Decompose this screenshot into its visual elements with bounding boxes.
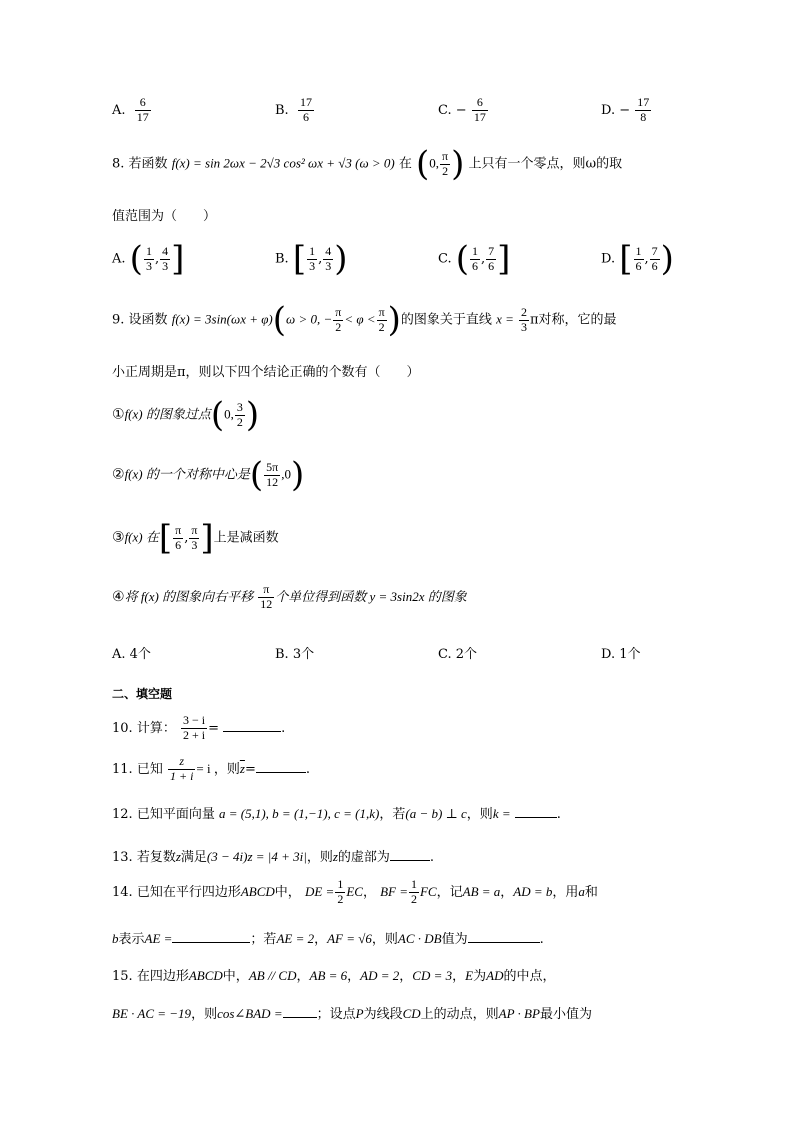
q8-option-d: D. [ $\frac{1}{6}$ , $\frac{7}{6}$ ) — [601, 239, 674, 279]
q9-option-a: A. 4个 — [112, 647, 151, 662]
q7-option-b: B. $\frac{17}{6}$ — [275, 95, 312, 124]
question-12: 12. 已知平面向量 a = (5,1), b = (1,−1), c = (1,k)，若(a − b) ⊥ c，则k = . — [112, 806, 561, 822]
answer-blank[interactable] — [390, 848, 430, 861]
answer-blank[interactable] — [468, 930, 540, 943]
q9-statement-2: ②f(x) 的一个对称中心是( $\frac{5\pi}{12}$ ,0) — [112, 455, 305, 495]
q7-option-d: D. − $\frac{17}{8}$ — [601, 95, 650, 124]
section-fill-in-heading: 二、填空题 — [112, 687, 173, 701]
q7-option-a: A. $\frac{6}{17}$ — [112, 95, 149, 124]
question-11: 11. 已知 $\frac{z}{1 + i}$ = i ，则$\overline{z}=$ . — [112, 754, 310, 783]
q9-statement-3: ③f(x) 在[ $\frac{\pi}{6}$ , $\frac{\pi}{3}$ ]上是减函数 — [112, 518, 279, 558]
question-10: 10. 计算： $\frac{3 - i}{2 + i}$ = . — [112, 713, 286, 742]
question-14-line2: b表示AE = ；若AE = 2，AF = √6，则AC · DB值为 . — [112, 931, 544, 947]
answer-blank[interactable] — [223, 719, 281, 732]
question-13: 13. 若复数z满足(3 − 4i)z = |4 + 3i|，则z的虚部为 . — [112, 849, 435, 865]
question-9-stem: 9. 设函数 f(x) = 3sin(ωx + φ)(ω > 0, − $\frac{\pi}{2}$ < φ < $\frac{\pi}{2}$ )的图象关于直线 x = $\frac{2}{3}$ π对称，它的最 — [112, 300, 617, 340]
answer-blank[interactable] — [515, 805, 557, 818]
q9-statement-1: ①f(x) 的图象过点(0, $\frac{3}{2}$ ) — [112, 395, 260, 435]
question-9-stem-line2: 小正周期是π，则以下四个结论正确的个数有（ ） — [112, 365, 420, 380]
question-15-line2: BE · AC = −19，则cos∠BAD = ；设点P为线段CD上的动点，则AP · BP最小值为 — [112, 1006, 592, 1022]
q9-option-c: C. 2个 — [438, 647, 478, 662]
answer-blank[interactable] — [256, 760, 306, 773]
question-8-stem: 8. 若函数 f(x) = sin 2ωx − 2√3 cos² ωx + √3 (ω > 0) 在 (0, $\frac{\pi}{2}$ ) 上只有一个零点，则ω的取 — [112, 144, 623, 184]
question-14-line1: 14. 已知在平行四边形ABCD中， DE = $\frac{1}{2}$ EC， BF = $\frac{1}{2}$ FC，记AB = a，AD = b，用a和 — [112, 877, 598, 906]
answer-blank[interactable] — [283, 1005, 317, 1018]
q9-statement-4: ④将 f(x) 的图象向右平移 $\frac{\pi}{12}$ 个单位得到函数 y = 3sin2x 的图象 — [112, 582, 467, 611]
q9-option-d: D. 1个 — [601, 647, 641, 662]
q9-option-b: B. 3个 — [275, 647, 315, 662]
answer-blank[interactable] — [172, 930, 250, 943]
question-15-line1: 15. 在四边形ABCD中，AB // CD，AB = 6，AD = 2，CD = 3，E为AD的中点， — [112, 968, 556, 984]
q8-option-b: B. [ $\frac{1}{3}$ , $\frac{4}{3}$ ) — [275, 239, 348, 279]
q7-option-c: C. − $\frac{6}{17}$ — [438, 95, 486, 124]
q8-option-a: A. ( $\frac{1}{3}$ , $\frac{4}{3}$ ] — [112, 239, 185, 279]
question-8-stem-line2: 值范围为（ ） — [112, 209, 217, 224]
q8-option-c: C. ( $\frac{1}{6}$ , $\frac{7}{6}$ ] — [438, 239, 511, 279]
